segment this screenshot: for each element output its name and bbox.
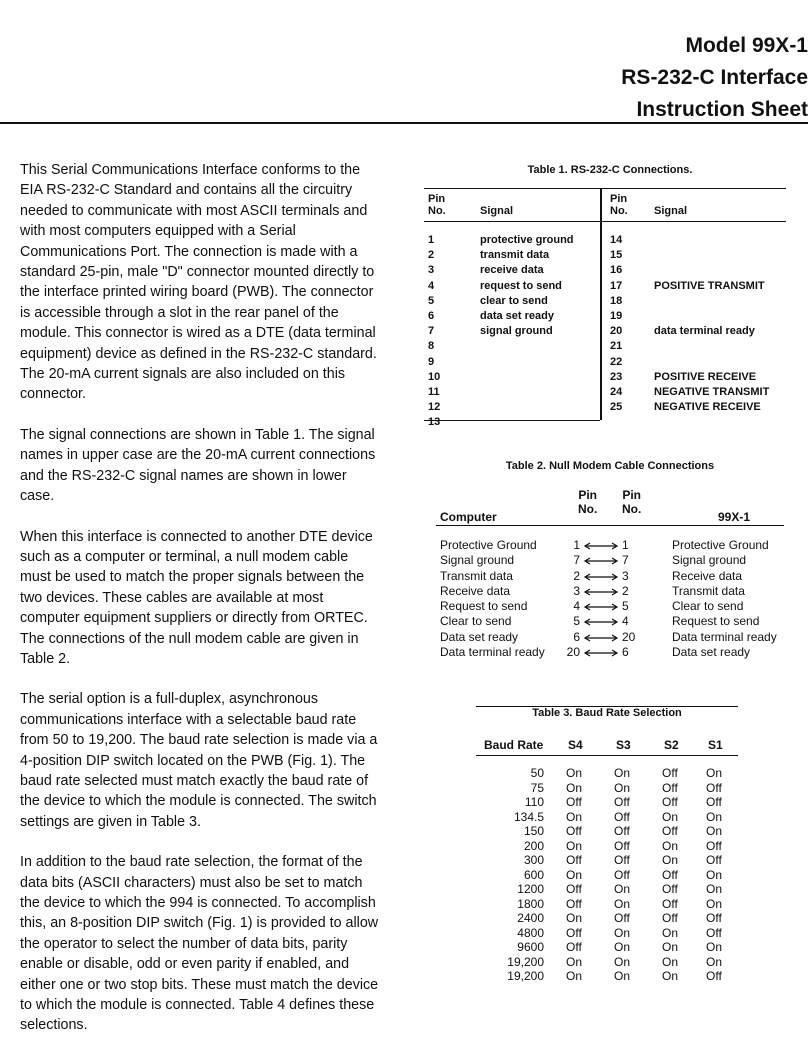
table-row xyxy=(424,385,786,400)
pin-number: 10 xyxy=(428,370,441,383)
table-row xyxy=(476,868,738,883)
table-row xyxy=(424,415,786,430)
table-row xyxy=(436,584,784,599)
table-row xyxy=(424,324,786,339)
switch-s1: On xyxy=(706,824,723,838)
switch-s2: Off xyxy=(662,867,678,882)
computer-pin: 6 xyxy=(573,629,580,644)
baud-rate: 19,200 xyxy=(507,969,544,983)
table1-header-pin: Pin No. xyxy=(610,193,628,217)
paragraph: When this interface is connected to another DTE device such as a computer or terminal, a null modem cable must be used to match the proper signals between the two devices. These cables are available at most computer equipment suppliers or directly from ORTEC. The connections of the null modem cable are given in Table 2. xyxy=(20,528,373,667)
computer-pin: 1 xyxy=(573,538,580,552)
table-row xyxy=(476,824,738,839)
computer-signal: Protective Ground xyxy=(440,538,537,552)
table2-rows xyxy=(436,538,784,660)
computer-signal: Data terminal ready xyxy=(440,645,545,660)
switch-s4: On xyxy=(566,809,583,824)
paragraph: The signal connections are shown in Table 1. The signal names in upper case are the 20-mA current connections and the RS-232-C signal names are shown in lower case. xyxy=(20,426,376,505)
switch-s4: Off xyxy=(566,882,582,896)
pin-number: 4 xyxy=(428,279,435,292)
pin-number: 18 xyxy=(610,294,623,307)
switch-s4: On xyxy=(566,838,583,853)
baud-rate: 110 xyxy=(524,795,544,809)
switch-s4: On xyxy=(566,766,583,780)
table1-caption: Table 1. RS-232-C Connections. xyxy=(527,164,693,176)
table-row xyxy=(436,569,784,584)
signal-name: clear to send xyxy=(480,294,548,307)
table2-header-device: 99X-1 xyxy=(718,510,751,524)
table-row xyxy=(436,553,784,568)
switch-s2: On xyxy=(662,838,679,853)
table2-header-pin-computer: Pin No. xyxy=(578,488,598,516)
device-pin: 1 xyxy=(622,538,629,552)
switch-s4: On xyxy=(566,867,583,882)
table-row xyxy=(424,248,786,263)
table2-header-computer: Computer xyxy=(440,510,497,524)
device-pin: 3 xyxy=(622,568,629,583)
pin-number: 14 xyxy=(610,234,623,246)
table-row xyxy=(476,766,738,781)
computer-signal: Transmit data xyxy=(440,568,513,583)
switch-s3: Off xyxy=(614,838,630,853)
computer-pin: 20 xyxy=(566,645,580,660)
paragraph: This Serial Communications Interface conforms to the EIA RS-232-C Standard and contains all the circuitry needed to communicate with most ASCII terminals and with most computers equipped with a Serial Communications Port. The connection is made with a standard 25-pin, male "D" connector mounted directly to the interface printed wiring board (PWB). The connector is accessible through a slot in the rear panel of the module. This connector is wired as a DTE (data terminal equipment) device as defined in the RS-232-C standard. The 20-mA current signals are also included on this connector. xyxy=(20,162,377,403)
switch-s2: Off xyxy=(662,896,678,911)
table-rule xyxy=(436,525,784,526)
pin-number: 13 xyxy=(428,416,441,429)
table-rule xyxy=(424,221,786,222)
pin-number: 3 xyxy=(428,264,435,277)
device-signal: Receive data xyxy=(672,568,743,583)
device-pin: 2 xyxy=(622,583,629,598)
pin-number: 1 xyxy=(428,234,435,246)
table1-header-signal: Signal xyxy=(654,205,688,217)
computer-signal: Clear to send xyxy=(440,614,512,629)
baud-rate: 200 xyxy=(523,838,544,853)
baud-rate: 75 xyxy=(530,780,544,795)
table3-header-s3: S3 xyxy=(616,738,631,752)
device-pin: 7 xyxy=(622,553,629,568)
switch-s3: Off xyxy=(614,867,630,882)
table-rule xyxy=(424,188,786,189)
switch-s1: Off xyxy=(706,925,722,940)
pin-number: 23 xyxy=(610,370,623,383)
document-header xyxy=(388,30,808,126)
computer-signal: Signal ground xyxy=(440,553,515,568)
switch-s2: Off xyxy=(662,824,678,838)
switch-s4: Off xyxy=(566,853,582,867)
table-row xyxy=(476,810,738,825)
switch-s4: Off xyxy=(566,824,582,838)
switch-s4: Off xyxy=(566,896,582,911)
table3-header-baud: Baud Rate xyxy=(484,738,544,752)
device-signal: Data set ready xyxy=(672,645,751,660)
header-rule xyxy=(0,122,808,124)
baud-rate: 9600 xyxy=(517,940,544,954)
switch-s2: Off xyxy=(662,766,678,780)
table-row xyxy=(424,294,786,309)
table-row xyxy=(436,538,784,553)
table2-caption: Table 2. Null Modem Cable Connections xyxy=(505,460,715,472)
interface-title: RS-232-C Interface xyxy=(621,66,808,89)
double-arrow-icon xyxy=(582,645,620,660)
switch-s3: On xyxy=(614,896,631,911)
pin-number: 12 xyxy=(428,401,441,414)
baud-rate: 4800 xyxy=(517,925,544,940)
pin-number: 25 xyxy=(610,401,623,414)
table-row xyxy=(436,630,784,645)
pin-number: 22 xyxy=(610,355,623,368)
table-row xyxy=(424,400,786,415)
device-signal: Data terminal ready xyxy=(672,629,777,644)
signal-name: request to send xyxy=(480,279,562,292)
pin-number: 9 xyxy=(428,355,435,368)
table-row xyxy=(424,355,786,370)
switch-s2: Off xyxy=(662,780,678,795)
pin-number: 15 xyxy=(610,249,623,262)
switch-s3: On xyxy=(614,969,631,983)
table3-header-s1: S1 xyxy=(708,738,723,752)
baud-rate: 1800 xyxy=(517,896,544,911)
table-row xyxy=(476,839,738,854)
switch-s2: On xyxy=(662,925,679,940)
baud-rate: 50 xyxy=(530,766,544,780)
pin-number: 11 xyxy=(428,385,440,398)
table1-rows xyxy=(424,233,786,430)
table-row xyxy=(436,614,784,629)
device-pin: 5 xyxy=(622,599,629,614)
table-row xyxy=(476,911,738,926)
computer-pin: 3 xyxy=(573,583,580,598)
switch-s3: Off xyxy=(614,911,630,925)
switch-s3: Off xyxy=(614,853,630,867)
switch-s4: On xyxy=(566,911,583,925)
signal-name: transmit data xyxy=(480,249,550,262)
switch-s1: Off xyxy=(706,911,722,925)
switch-s1: Off xyxy=(706,969,722,983)
double-arrow-icon xyxy=(582,614,620,629)
switch-s1: Off xyxy=(706,838,722,853)
switch-s1: Off xyxy=(706,780,722,795)
table-row xyxy=(476,781,738,796)
switch-s3: On xyxy=(614,954,631,969)
device-signal: Transmit data xyxy=(672,583,745,598)
computer-pin: 4 xyxy=(573,599,580,614)
paragraph: The serial option is a full-duplex, asynchronous communications interface with a selectable baud rate from 50 to 19,200. The baud rate selection is made via a 4-position DIP switch located on the PWB (Fig. 1). The baud rate selected must match exactly the baud rate of the device to which the module is connected. The switch settings are given in Table 3. xyxy=(20,691,378,830)
computer-pin: 7 xyxy=(573,553,580,568)
switch-s3: On xyxy=(614,780,631,795)
signal-name: receive data xyxy=(480,264,544,277)
double-arrow-icon xyxy=(582,569,620,584)
signal-name: signal ground xyxy=(480,325,553,338)
table2-header-pin-device: Pin No. xyxy=(622,488,642,516)
table-row xyxy=(424,263,786,278)
switch-s1: On xyxy=(706,867,723,882)
switch-s3: Off xyxy=(614,795,630,809)
table-row xyxy=(436,599,784,614)
pin-number: 17 xyxy=(610,279,623,292)
switch-s1: On xyxy=(706,940,723,954)
signal-name: POSITIVE TRANSMIT xyxy=(654,279,765,292)
pin-number: 24 xyxy=(610,385,623,398)
pin-number: 6 xyxy=(428,309,435,322)
pin-number: 16 xyxy=(610,264,623,277)
table-row xyxy=(424,370,786,385)
baud-rate: 300 xyxy=(523,853,544,867)
paragraph: In addition to the baud rate selection, the format of the data bits (ASCII characters) must also be set to match the device to which the 994 is connected. To accomplish this, an 8-position DIP switch (Fig. 1) is provided to allow the operator to select the number of data bits, parity enable or disable, odd or even parity if enabled, and either one or two stop bits. These must match the device to which the module is connected. Table 4 defines these selections. xyxy=(20,854,379,1034)
computer-signal: Receive data xyxy=(440,583,511,598)
device-signal: Request to send xyxy=(672,614,760,629)
table-row xyxy=(424,339,786,354)
switch-s3: On xyxy=(614,925,631,940)
table1-header-pin: Pin No. xyxy=(428,193,446,217)
pin-number: 19 xyxy=(610,309,623,322)
switch-s2: On xyxy=(662,969,679,983)
double-arrow-icon xyxy=(582,553,620,568)
table-row xyxy=(424,309,786,324)
table-row xyxy=(476,853,738,868)
table-row xyxy=(476,940,738,955)
double-arrow-icon xyxy=(582,599,620,614)
switch-s3: Off xyxy=(614,824,630,838)
switch-s1: On xyxy=(706,896,723,911)
table-row xyxy=(476,882,738,897)
switch-s4: On xyxy=(566,954,583,969)
model-title: Model 99X-1 xyxy=(685,34,808,57)
baud-rate: 600 xyxy=(523,867,544,882)
table-rule xyxy=(476,755,738,756)
switch-s1: On xyxy=(706,766,723,780)
sheet-title: Instruction Sheet xyxy=(636,98,808,121)
table-row xyxy=(424,279,786,294)
baud-rate: 2400 xyxy=(517,911,544,925)
table3-header-s2: S2 xyxy=(664,738,679,752)
table-row xyxy=(476,897,738,912)
table1-header-signal: Signal xyxy=(480,205,514,217)
switch-s3: On xyxy=(614,766,631,780)
switch-s2: Off xyxy=(662,795,678,809)
device-pin: 6 xyxy=(622,645,629,660)
pin-number: 2 xyxy=(428,249,435,262)
switch-s2: Off xyxy=(662,882,678,896)
switch-s3: On xyxy=(614,940,631,954)
device-signal: Signal ground xyxy=(672,553,747,568)
switch-s4: Off xyxy=(566,925,582,940)
table-row xyxy=(476,969,738,984)
switch-s1: Off xyxy=(706,853,722,867)
switch-s4: Off xyxy=(566,940,582,954)
switch-s4: On xyxy=(566,969,583,983)
pin-number: 7 xyxy=(428,325,435,338)
switch-s2: On xyxy=(662,853,679,867)
computer-pin: 5 xyxy=(573,614,580,629)
table3-header-s4: S4 xyxy=(568,738,583,752)
table-row xyxy=(476,926,738,941)
switch-s1: On xyxy=(706,882,723,896)
switch-s1: On xyxy=(706,809,723,824)
signal-name: POSITIVE RECEIVE xyxy=(654,370,757,383)
pin-number: 21 xyxy=(610,340,623,353)
switch-s3: On xyxy=(614,882,631,896)
switch-s4: Off xyxy=(566,795,582,809)
double-arrow-icon xyxy=(582,584,620,599)
baud-rate: 1200 xyxy=(517,882,544,896)
switch-s1: On xyxy=(706,954,723,969)
computer-signal: Request to send xyxy=(440,599,528,614)
signal-name: NEGATIVE TRANSMIT xyxy=(654,385,770,398)
table3-rows xyxy=(476,766,738,984)
baud-rate: 134.5 xyxy=(513,809,544,824)
pin-number: 5 xyxy=(428,294,435,307)
computer-signal: Data set ready xyxy=(440,629,519,644)
switch-s2: On xyxy=(662,940,679,954)
signal-name: data set ready xyxy=(480,309,554,322)
table-row xyxy=(424,233,786,248)
pin-number: 8 xyxy=(428,340,435,353)
signal-name: data terminal ready xyxy=(654,325,755,338)
switch-s3: Off xyxy=(614,809,630,824)
baud-rate: 150 xyxy=(523,824,544,838)
table-row xyxy=(476,795,738,810)
device-signal: Protective Ground xyxy=(672,538,769,552)
double-arrow-icon xyxy=(582,538,620,553)
double-arrow-icon xyxy=(582,630,620,645)
computer-pin: 2 xyxy=(573,568,580,583)
switch-s2: On xyxy=(662,954,679,969)
signal-name: NEGATIVE RECEIVE xyxy=(654,401,761,414)
pin-number: 20 xyxy=(610,325,623,338)
signal-name: protective ground xyxy=(480,234,574,246)
table3-caption: Table 3. Baud Rate Selection xyxy=(532,707,682,719)
baud-rate: 19,200 xyxy=(507,954,544,969)
switch-s2: On xyxy=(662,809,679,824)
table-row xyxy=(436,645,784,660)
device-signal: Clear to send xyxy=(672,599,744,614)
switch-s2: Off xyxy=(662,911,678,925)
switch-s4: On xyxy=(566,780,583,795)
table-rule xyxy=(476,706,738,707)
device-pin: 4 xyxy=(622,614,629,629)
device-pin: 20 xyxy=(622,629,636,644)
table-row xyxy=(476,955,738,970)
body-text xyxy=(20,160,380,1056)
switch-s1: Off xyxy=(706,795,722,809)
